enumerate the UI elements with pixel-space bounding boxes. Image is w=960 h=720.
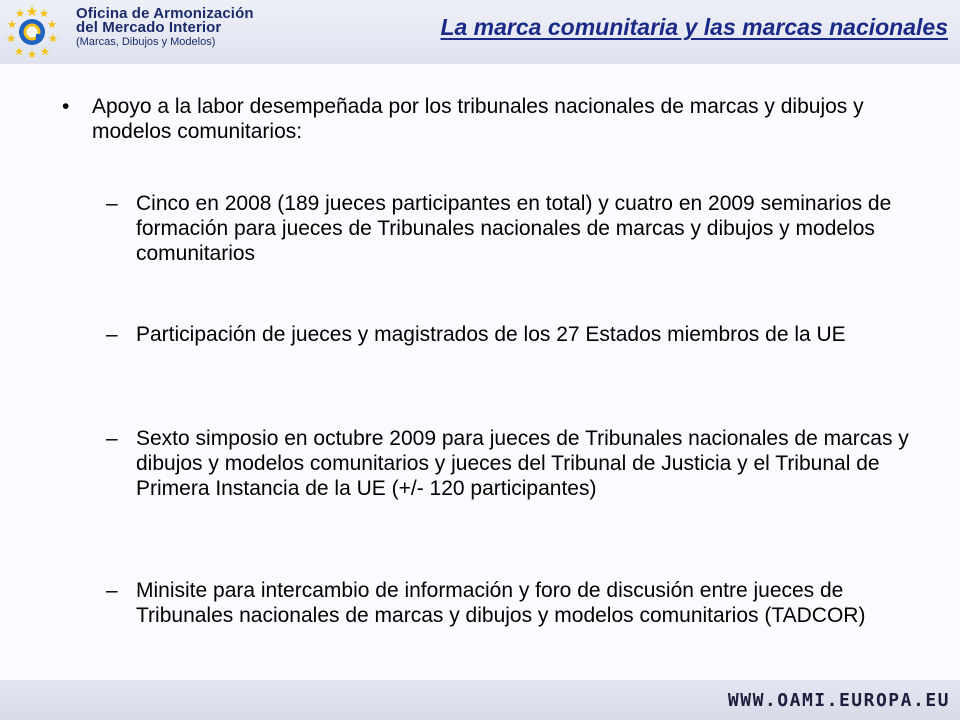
sub-item [106, 578, 916, 628]
slide-header [0, 0, 960, 64]
dash-mark: – [106, 192, 118, 215]
slide-title: La marca comunitaria y las marcas nacionales [440, 14, 948, 40]
ohim-logo-icon [6, 4, 58, 60]
main-bullet [62, 94, 882, 144]
sub-item-text: Cinco en 2008 (189 jueces participantes en total) y cuatro en 2009 seminarios de formación para jueces de Tribunales nacionales de marcas y dibujos y modelos comunitarios [136, 192, 892, 265]
organization-name [76, 6, 254, 48]
main-bullet-text: Apoyo a la labor desempeñada por los tribunales nacionales de marcas y dibujos y modelos comunitarios: [92, 95, 864, 143]
sub-item-text: Participación de jueces y magistrados de los 27 Estados miembros de la UE [136, 323, 846, 346]
bullet-mark: • [62, 95, 70, 118]
slide-footer [0, 680, 960, 720]
sub-item [106, 322, 916, 347]
sub-item [106, 191, 916, 266]
slide-body [0, 64, 960, 680]
dash-mark: – [106, 323, 118, 346]
dash-mark: – [106, 427, 118, 450]
dash-mark: – [106, 579, 118, 602]
sub-item-text: Sexto simposio en octubre 2009 para jueces de Tribunales nacionales de marcas y dibujos y modelos comunitarios y jueces del Tribunal de Justicia y el Tribunal de Primera Instancia de la UE (+/- 120 participantes) [136, 427, 909, 500]
org-line-1: Oficina de Armonización [76, 5, 254, 22]
website-url: WWW.OAMI.EUROPA.EU [727, 690, 950, 711]
org-line-2: del Mercado Interior [76, 19, 222, 36]
org-line-3: (Marcas, Dibujos y Modelos) [76, 36, 216, 48]
sub-item-text: Minisite para intercambio de información y foro de discusión entre jueces de Tribunales nacionales de marcas y dibujos y modelos comunitarios (TADCOR) [136, 579, 866, 627]
sub-item [106, 426, 916, 501]
